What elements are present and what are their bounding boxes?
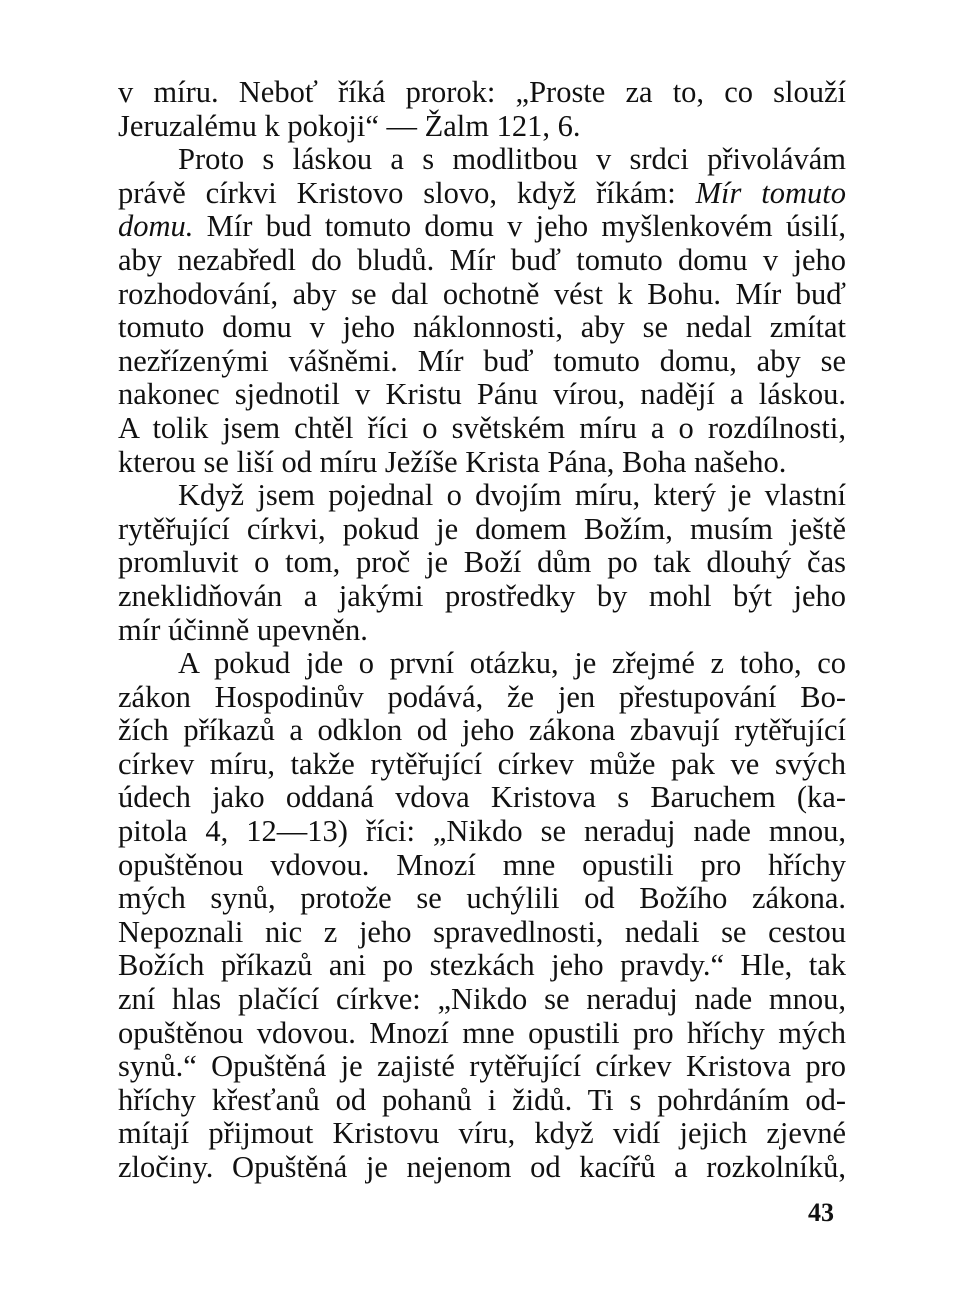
text-line <box>118 748 846 782</box>
line-text: v míru. Neboť říká prorok: „Proste za to, co slouží <box>118 75 846 109</box>
line-text: rytěřující církvi, pokud je domem Božím, musím ještě <box>118 511 846 546</box>
text-line <box>118 76 846 110</box>
text-line <box>118 1017 846 1051</box>
line-text: A tolik jsem chtěl říci o světském míru a o rozdílnosti, <box>118 410 846 445</box>
line-text: zní hlas plačící církve: „Nikdo se neraduj nade mnou, <box>118 982 846 1017</box>
line-text: A pokud jde o první otázku, je zřejmé z toho, co <box>178 646 846 681</box>
text-line <box>118 614 846 648</box>
line-text: církev míru, takže rytěřující církev může pak ve svých <box>118 746 846 781</box>
line-text: rozhodování, aby se dal ochotně vést k Bohu. Mír buď <box>118 276 846 311</box>
line-text: mítají přijmout Kristovu víru, když vidí jejich zjevné <box>118 1116 846 1151</box>
line-text: zločiny. Opuštěná je nejenom od kacířů a rozkolníků, <box>118 1150 846 1184</box>
line-italic-text: domu. <box>118 209 194 244</box>
text-line <box>118 378 846 412</box>
text-line <box>118 311 846 345</box>
line-text: nezřízenými vášněmi. Mír buď tomuto domu, aby se <box>118 343 846 378</box>
line-text: kterou se liší od míru Ježíše Krista Pána, Boha našeho. <box>118 444 787 479</box>
text-line <box>118 815 846 849</box>
line-text: opuštěnou vdovou. Mnozí mne opustili pro hříchy mých <box>118 1015 846 1050</box>
text-line <box>118 681 846 715</box>
line-text: Božích příkazů ani po stezkách jeho pravdy.“ Hle, tak <box>118 948 846 983</box>
text-line <box>118 1084 846 1118</box>
text-line <box>118 546 846 580</box>
text-line <box>118 278 846 312</box>
line-text: Mír bud tomuto domu v jeho myšlenkovém úsilí, <box>193 209 846 244</box>
text-line <box>118 1117 846 1151</box>
text-line <box>118 714 846 748</box>
line-text: Když jsem pojednal o dvojím míru, který je vlastní <box>178 478 846 513</box>
text-line <box>118 781 846 815</box>
line-text: mír účinně upevněn. <box>118 612 368 647</box>
text-line <box>118 849 846 883</box>
line-text: promluvit o tom, proč je Boží dům po tak dlouhý čas <box>118 545 846 580</box>
line-text: Jeruzalému k pokoji“ — Žalm 121, 6. <box>118 108 581 143</box>
page-number: 43 <box>808 1198 834 1227</box>
line-italic-text: Mír tomuto <box>695 175 846 210</box>
line-text: údech jako oddaná vdova Kristova s Baruchem (ka- <box>118 780 846 815</box>
line-text: Proto s láskou a s modlitbou v srdci přivolávám <box>178 142 846 177</box>
text-line <box>118 412 846 446</box>
page-text-body <box>118 76 846 1185</box>
text-line <box>118 479 846 513</box>
line-text: Nepoznali nic z jeho spravedlnosti, nedali se cestou <box>118 914 846 949</box>
text-line <box>118 983 846 1017</box>
text-line <box>118 647 846 681</box>
text-line <box>118 345 846 379</box>
line-text: žích příkazů a odklon od jeho zákona zbavují rytěřující <box>118 713 846 748</box>
line-text: pitola 4, 12—13) říci: „Nikdo se neraduj nade mnou, <box>118 814 846 849</box>
line-text: opuštěnou vdovou. Mnozí mne opustili pro hříchy <box>118 847 846 882</box>
text-line <box>118 177 846 211</box>
text-line <box>118 446 846 480</box>
line-text: tomuto domu v jeho náklonnosti, aby se nedal zmítat <box>118 310 846 345</box>
text-line <box>118 1050 846 1084</box>
text-line <box>118 916 846 950</box>
text-line <box>118 110 846 144</box>
text-line <box>118 882 846 916</box>
line-text: hříchy křesťanů od pohanů i židů. Ti s pohrdáním od- <box>118 1082 846 1117</box>
text-line <box>118 1151 846 1185</box>
text-line <box>118 244 846 278</box>
text-line <box>118 210 846 244</box>
line-text: aby nezabředl do bludů. Mír buď tomuto domu v jeho <box>118 242 846 277</box>
line-text: zneklidňován a jakými prostředky by mohl být jeho <box>118 578 846 613</box>
line-text: zákon Hospodinův podává, že jen přestupování Bo- <box>118 679 846 714</box>
line-text: synů.“ Opuštěná je zajisté rytěřující církev Kristova pro <box>118 1049 846 1084</box>
line-text: mých synů, protože se uchýlili od Božího zákona. <box>118 881 846 916</box>
text-line <box>118 580 846 614</box>
text-line <box>118 513 846 547</box>
text-line <box>118 949 846 983</box>
text-line <box>118 143 846 177</box>
line-text: nakonec sjednotil v Kristu Pánu vírou, nadějí a láskou. <box>118 377 846 412</box>
line-text: právě církvi Kristovo slovo, když říkám: <box>118 175 696 210</box>
